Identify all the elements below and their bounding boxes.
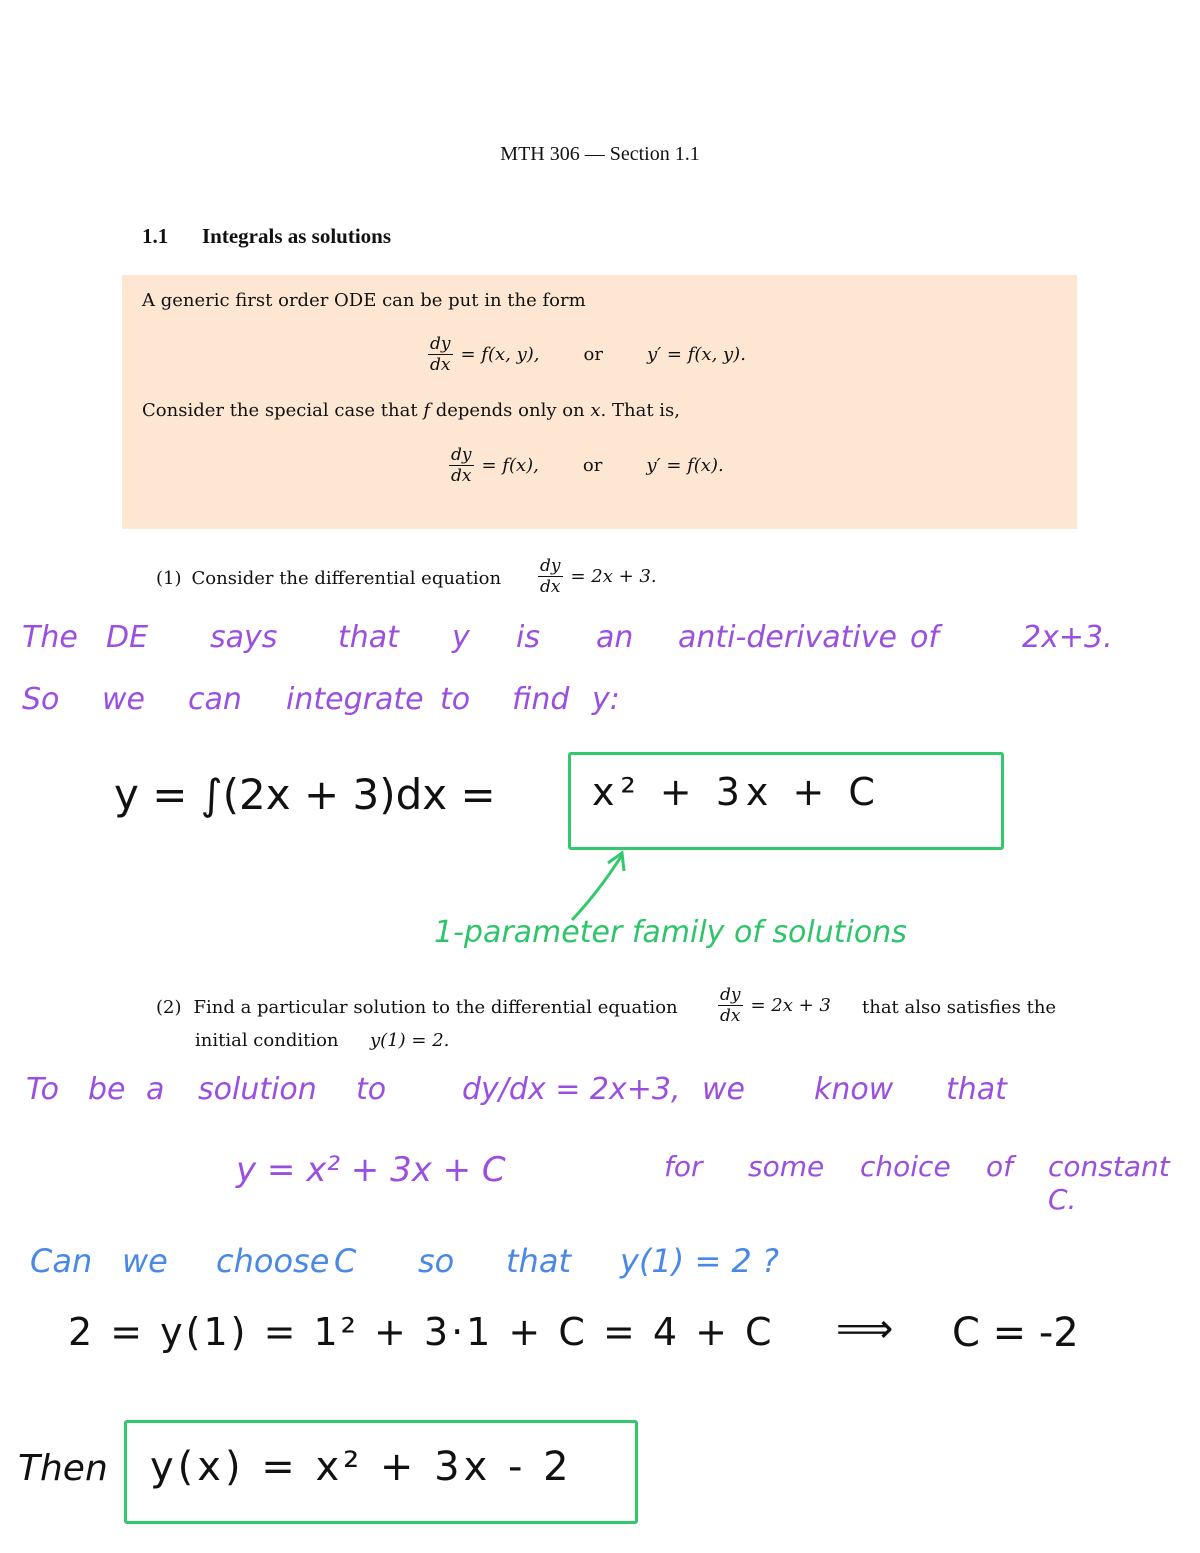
evaluation-equation: 2 = y(1) = 1² + 3·1 + C = 4 + C: [68, 1310, 775, 1354]
problem-1-label: (1): [156, 568, 182, 589]
section-number: 1.1: [142, 224, 169, 248]
integral-expression: y = ∫(2x + 3)dx =: [114, 770, 496, 819]
section-title: [142, 224, 391, 249]
box-line-2: Consider the special case that f depends only on x. That is,: [142, 400, 680, 421]
eq2-right: y′ = f(x).: [646, 455, 724, 476]
initial-condition: y(1) = 2.: [370, 1030, 450, 1051]
eq2-left: = f(x),: [481, 455, 539, 476]
problem-1: [156, 568, 517, 589]
problem-2-line-2: initial condition: [195, 1030, 339, 1051]
family-label: 1-parameter family of solutions: [434, 915, 907, 950]
problem-1-equation: $\frac{dy}{dx}$ = 2x + 3.: [540, 556, 657, 597]
derivative-fraction: $\frac{dy}{dx}$: [430, 334, 451, 375]
problem-2-text: Find a particular solution to the differential equation: [193, 997, 678, 1018]
problem-1-text: Consider the differential equation: [191, 568, 502, 589]
general-solution-note: y = x² + 3x + C: [236, 1150, 506, 1190]
page-header: MTH 306 — Section 1.1: [500, 143, 700, 165]
particular-solution: y(x) = x² + 3x - 2: [150, 1444, 573, 1490]
box-line-1: A generic first order ODE can be put in the form: [142, 290, 586, 311]
problem-2: [156, 997, 678, 1018]
or-label: or: [583, 344, 603, 365]
arrow-annotation: [560, 845, 640, 925]
implies-arrow: ⟹: [836, 1306, 894, 1352]
derivative-fraction: $\frac{dy}{dx}$: [451, 445, 472, 486]
box-equation-2: [449, 445, 724, 486]
section-title-text: Integrals as solutions: [202, 224, 392, 248]
problem-2-tail: that also satisfies the: [862, 997, 1057, 1018]
problem-2-label: (2): [156, 997, 182, 1018]
problem-2-equation: $\frac{dy}{dx}$ = 2x + 3: [720, 985, 831, 1026]
box-equation-1: [428, 334, 746, 375]
then-label: Then: [18, 1448, 108, 1489]
eq1-right: y′ = f(x, y).: [646, 344, 746, 365]
or-label: or: [582, 455, 603, 476]
constant-result: C = -2: [952, 1310, 1079, 1356]
eq1-left: = f(x, y),: [460, 344, 540, 365]
general-solution: x² + 3x + C: [592, 770, 881, 814]
